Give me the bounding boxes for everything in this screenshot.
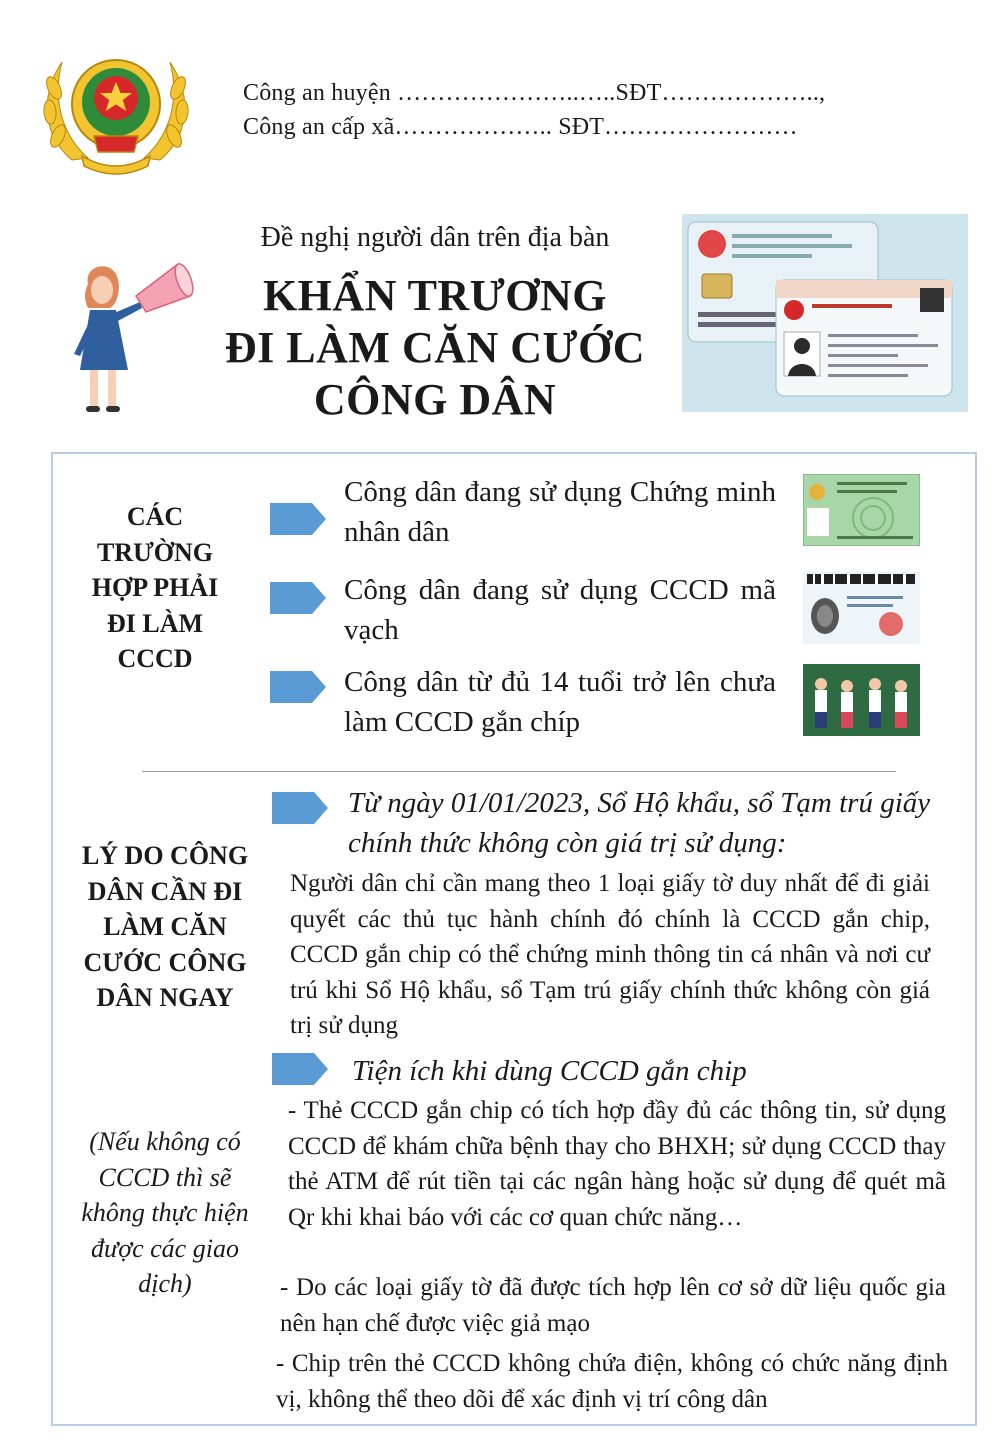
benefit-item: - Chip trên thẻ CCCD không chứa điện, không có chức năng định vị, không thể theo dõi để xác định vị trí công dân [276, 1350, 948, 1413]
arrow-pentagon-icon [272, 1053, 328, 1085]
barcode-id-card-thumbnail [803, 572, 920, 644]
id-card-image [682, 214, 968, 412]
title-line-2: ĐI LÀM CĂN CƯỚC [224, 323, 646, 372]
cases-heading: CÁC TRƯỜNG HỢP PHẢI ĐI LÀM CCCD [91, 502, 219, 673]
reasons-note: (Nếu không có CCCD thì sẽ không thực hiện được các giao dịch) [81, 1127, 249, 1298]
arrow-pentagon-icon [270, 671, 326, 703]
section-divider [142, 771, 896, 772]
case-item: Công dân đang sử dụng CCCD mã vạch [344, 574, 776, 646]
contact-district: Công an huyện …………………..…..SĐT……………….., [243, 80, 826, 106]
contact-commune: Công an cấp xã……………….. SĐT…………………… [243, 114, 798, 140]
old-id-card-thumbnail [803, 474, 920, 546]
reason-point2-title: Tiện ích khi dùng CCCD gắn chip [352, 1055, 747, 1087]
arrow-pentagon-icon [270, 582, 326, 614]
reason-point1-title: Từ ngày 01/01/2023, Sổ Hộ khẩu, sổ Tạm trú giấy chính thức không còn giá trị sử dụng: [348, 787, 931, 859]
reasons-heading: LÝ DO CÔNG DÂN CẦN ĐI LÀM CĂN CƯỚC CÔNG DÂN NGAY [81, 841, 249, 1012]
arrow-pentagon-icon [270, 503, 326, 535]
intro-text: Đề nghị người dân trên địa bàn [260, 222, 610, 253]
arrow-pentagon-icon [272, 792, 328, 824]
police-emblem-icon [32, 40, 200, 182]
students-thumbnail [803, 664, 920, 736]
woman-megaphone-icon [66, 258, 196, 418]
title-line-1: KHẨN TRƯƠNG [262, 271, 608, 320]
case-item: Công dân từ đủ 14 tuổi trở lên chưa làm CCCD gắn chíp [344, 666, 776, 738]
benefit-item: - Do các loại giấy tờ đã được tích hợp lên cơ sở dữ liệu quốc gia nên hạn chế được việc giả mạo [280, 1274, 946, 1337]
title-line-3: CÔNG DÂN [313, 375, 557, 424]
case-item: Công dân đang sử dụng Chứng minh nhân dân [344, 476, 776, 548]
benefit-item: - Thẻ CCCD gắn chip có tích hợp đầy đủ các thông tin, sử dụng CCCD để khám chữa bệnh thay cho BHXH; sử dụng CCCD thay thẻ ATM để rút tiền tại các ngân hàng hoặc sử dụng để quét mã Qr khi khai báo với các cơ quan chức năng… [288, 1097, 946, 1231]
reason-point1-body: Người dân chỉ cần mang theo 1 loại giấy tờ duy nhất để đi giải quyết các thủ tục hành chính đó chính là CCCD gắn chip, CCCD gắn chip có thể chứng minh thông tin cá nhân và nơi cư trú khi Sổ Hộ khẩu, sổ Tạm trú giấy chính thức không còn giá trị sử dụng [290, 870, 930, 1039]
